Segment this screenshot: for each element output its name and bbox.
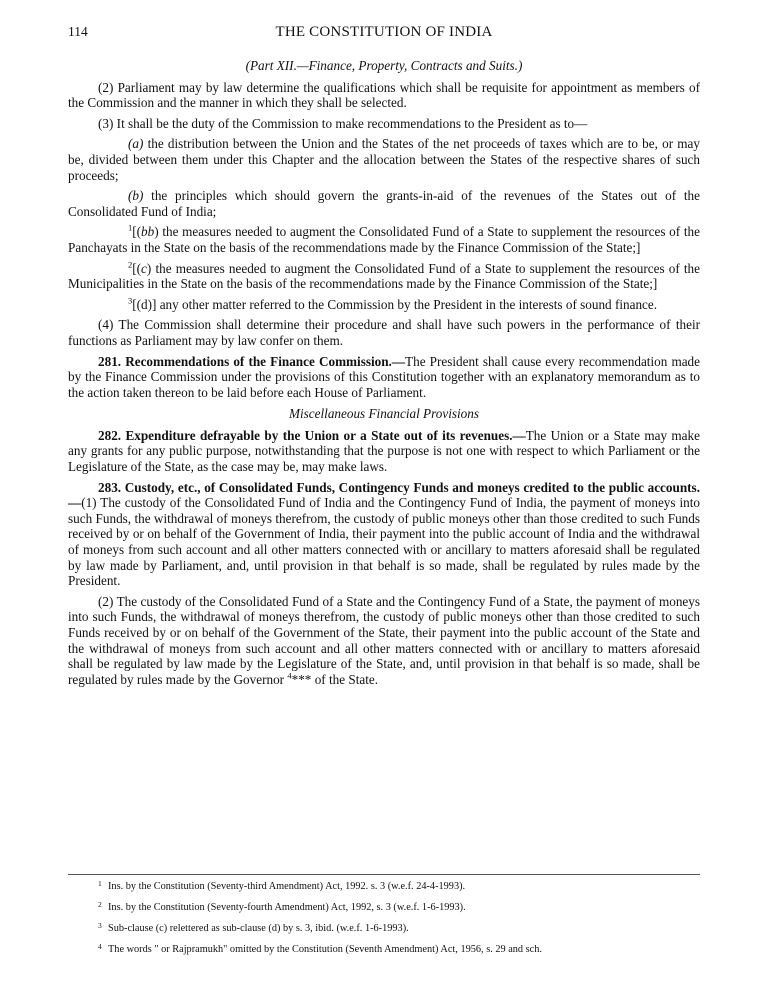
footnote-ref-2: 2	[128, 259, 133, 270]
section-281	[68, 354, 700, 401]
sub-clause-a	[68, 136, 700, 183]
footnote-mark: 1	[98, 879, 102, 888]
page-body	[68, 58, 700, 692]
section-281-text: The President shall cause every recommendation made by the Finance Commission under the provisions of this Constitution together with an explanatory memorandum as to the action taken thereon to be laid before each House of Parliament.	[68, 353, 700, 400]
footnote-ref-4: 4	[287, 670, 292, 681]
footnote-ref-1: 1	[128, 222, 133, 233]
sub-clause-bb-mark: bb	[141, 224, 155, 240]
footnote-mark: 3	[98, 921, 102, 930]
section-283-clause-2	[68, 594, 700, 688]
section-281-heading: 281. Recommendations of the Finance Commission.—	[98, 353, 406, 369]
section-283	[68, 480, 700, 589]
sub-clause-bb-text: ) the measures needed to augment the Consolidated Fund of a State to supplement the resources of the Panchayats in the State on the basis of the recommendations made by the Finance Commission of the State;]	[68, 224, 700, 255]
sub-clause-b-mark: (b)	[128, 188, 144, 204]
clause-4: (4) The Commission shall determine their procedure and shall have such powers in the performance of their functions as Parliament may by law confer on them.	[68, 317, 700, 348]
sub-clause-b-text: the principles which should govern the grants-in-aid of the revenues of the States out of the Consolidated Fund of India;	[68, 188, 700, 219]
footnote-divider	[68, 874, 700, 875]
section-282	[68, 428, 700, 475]
footnote-text: Ins. by the Constitution (Seventy-fourth Amendment) Act, 1992, s. 3 (w.e.f. 1-6-1993).	[108, 902, 466, 913]
sub-clause-a-mark: (a)	[128, 136, 144, 152]
sub-clause-c-mark: c	[141, 260, 147, 276]
sub-clause-bb-open: [(	[132, 224, 142, 240]
sub-clause-b	[68, 188, 700, 219]
section-283-text: (1) The custody of the Consolidated Fund of India and the Contingency Fund of India, the payment of moneys into such Funds, the withdrawal of moneys therefrom, the custody of public moneys other than those credited to such Funds received by or on behalf of the Government of India, their payment into the public account of India and the withdrawal of moneys from such account and all other matters connected with or ancillary to matters aforesaid shall be regulated by law made by Parliament, and, until provision in that behalf is so made, shall be regulated by rules made by the President.	[68, 495, 700, 589]
page-number: 114	[68, 24, 88, 39]
footnote	[68, 944, 700, 956]
sub-clause-a-text: the distribution between the Union and the States of the net proceeds of taxes which are to be, or may be, divided between them under this Chapter and the allocation between the States of the respective shares of such proceeds;	[68, 136, 700, 183]
section-283-clause-2-text-a: (2) The custody of the Consolidated Fund of a State and the Contingency Fund of a State, the payment of moneys into such Funds, the withdrawal of moneys therefrom, the custody of public moneys other than those credited to such Funds received by or on behalf of the Government of the State, their payment into the public account of the State and the withdrawal of moneys from such account and all other matters connected with or ancillary to matters aforesaid shall be regulated by law made by the Legislature of the State, and, until provision in that behalf is so made, shall be regulated by rules made by the Governor	[68, 593, 700, 687]
sub-clause-c	[68, 261, 700, 292]
section-283-clause-2-text-b: *** of the State.	[291, 671, 379, 687]
footnote-mark: 2	[98, 900, 102, 909]
sub-clause-bb	[68, 224, 700, 255]
sub-clause-c-open: [(	[132, 260, 142, 276]
footnote-text: Sub-clause (c) relettered as sub-clause (d) by s. 3, ibid. (w.e.f. 1-6-1993).	[108, 923, 409, 934]
section-282-heading: 282. Expenditure defrayable by the Union or a State out of its revenues.—	[98, 427, 526, 443]
miscellaneous-heading: Miscellaneous Financial Provisions	[289, 406, 479, 422]
footnote-ref-3: 3	[128, 295, 133, 306]
clause-2: (2) Parliament may by law determine the qualifications which shall be requisite for appointment as members of the Commission and the manner in which they shall be selected.	[68, 79, 700, 111]
footnotes	[68, 874, 700, 965]
footnote-text: Ins. by the Constitution (Seventy-third Amendment) Act, 1992. s. 3 (w.e.f. 24-4-1993).	[108, 881, 466, 892]
clause-3: (3) It shall be the duty of the Commission to make recommendations to the President as to—	[98, 115, 588, 131]
page-header	[0, 24, 768, 46]
running-title: THE CONSTITUTION OF INDIA	[275, 24, 493, 40]
footnote	[68, 881, 700, 893]
section-283-heading: 283. Custody, etc., of Consolidated Funds, Contingency Funds and moneys credited to the public accounts.—	[68, 479, 700, 511]
sub-clause-d	[68, 297, 700, 313]
footnote-mark: 4	[98, 942, 102, 951]
sub-clause-c-text: ) the measures needed to augment the Consolidated Fund of a State to supplement the resources of the Municipalities in the State on the basis of the recommendations made by the Finance Commission of the State;]	[68, 260, 700, 292]
footnote	[68, 923, 700, 935]
section-282-text: The Union or a State may make any grants for any public purpose, notwithstanding that the purpose is not one with respect to which Parliament or the Legislature of the State, as the case may be, may make laws.	[68, 427, 700, 475]
footnote	[68, 902, 700, 914]
sub-clause-d-text: [(d)] any other matter referred to the Commission by the President in the interests of sound finance.	[132, 296, 658, 312]
footnote-text: The words " or Rajpramukh" omitted by the Constitution (Seventh Amendment) Act, 1956, s. 29 and sch.	[108, 944, 542, 955]
part-caption: (Part XII.—Finance, Property, Contracts and Suits.)	[245, 58, 523, 73]
